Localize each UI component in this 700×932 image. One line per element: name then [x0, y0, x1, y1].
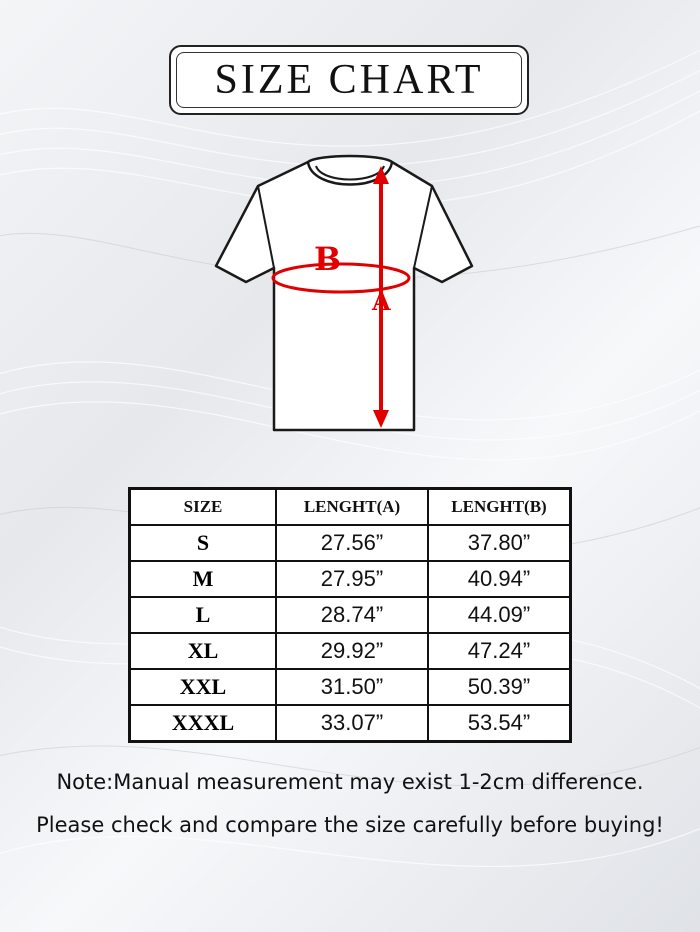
- title-banner: [169, 45, 529, 115]
- note-line-2: Please check and compare the size carefully before buying!: [36, 813, 664, 837]
- length-b-cell: 37.80”: [428, 525, 571, 561]
- size-table: [128, 487, 572, 743]
- header-size: SIZE: [130, 489, 277, 526]
- page-title: SIZE CHART: [214, 57, 484, 103]
- length-a-cell: 28.74”: [276, 597, 428, 633]
- length-b-cell: 50.39”: [428, 669, 571, 705]
- size-cell: M: [130, 561, 277, 597]
- header-length-a: LENGHT(A): [276, 489, 428, 526]
- length-a-cell: 31.50”: [276, 669, 428, 705]
- measure-label-a: A: [372, 287, 391, 316]
- length-b-cell: 40.94”: [428, 561, 571, 597]
- length-b-cell: 44.09”: [428, 597, 571, 633]
- size-cell: S: [130, 525, 277, 561]
- tshirt-diagram: [200, 150, 500, 440]
- measure-label-b: B: [314, 240, 342, 278]
- length-a-cell: 27.56”: [276, 525, 428, 561]
- length-b-cell: 53.54”: [428, 705, 571, 742]
- size-cell: XXXL: [130, 705, 277, 742]
- length-a-cell: 27.95”: [276, 561, 428, 597]
- size-cell: L: [130, 597, 277, 633]
- size-cell: XL: [130, 633, 277, 669]
- table-row: [130, 633, 571, 669]
- length-b-cell: 47.24”: [428, 633, 571, 669]
- length-a-cell: 29.92”: [276, 633, 428, 669]
- size-cell: XXL: [130, 669, 277, 705]
- table-row: [130, 525, 571, 561]
- note-line-1: Note:Manual measurement may exist 1-2cm difference.: [56, 770, 644, 794]
- table-header-row: [130, 489, 571, 526]
- table-row: [130, 669, 571, 705]
- table-row: [130, 597, 571, 633]
- length-a-cell: 33.07”: [276, 705, 428, 742]
- table-row: [130, 705, 571, 742]
- table-row: [130, 561, 571, 597]
- header-length-b: LENGHT(B): [428, 489, 571, 526]
